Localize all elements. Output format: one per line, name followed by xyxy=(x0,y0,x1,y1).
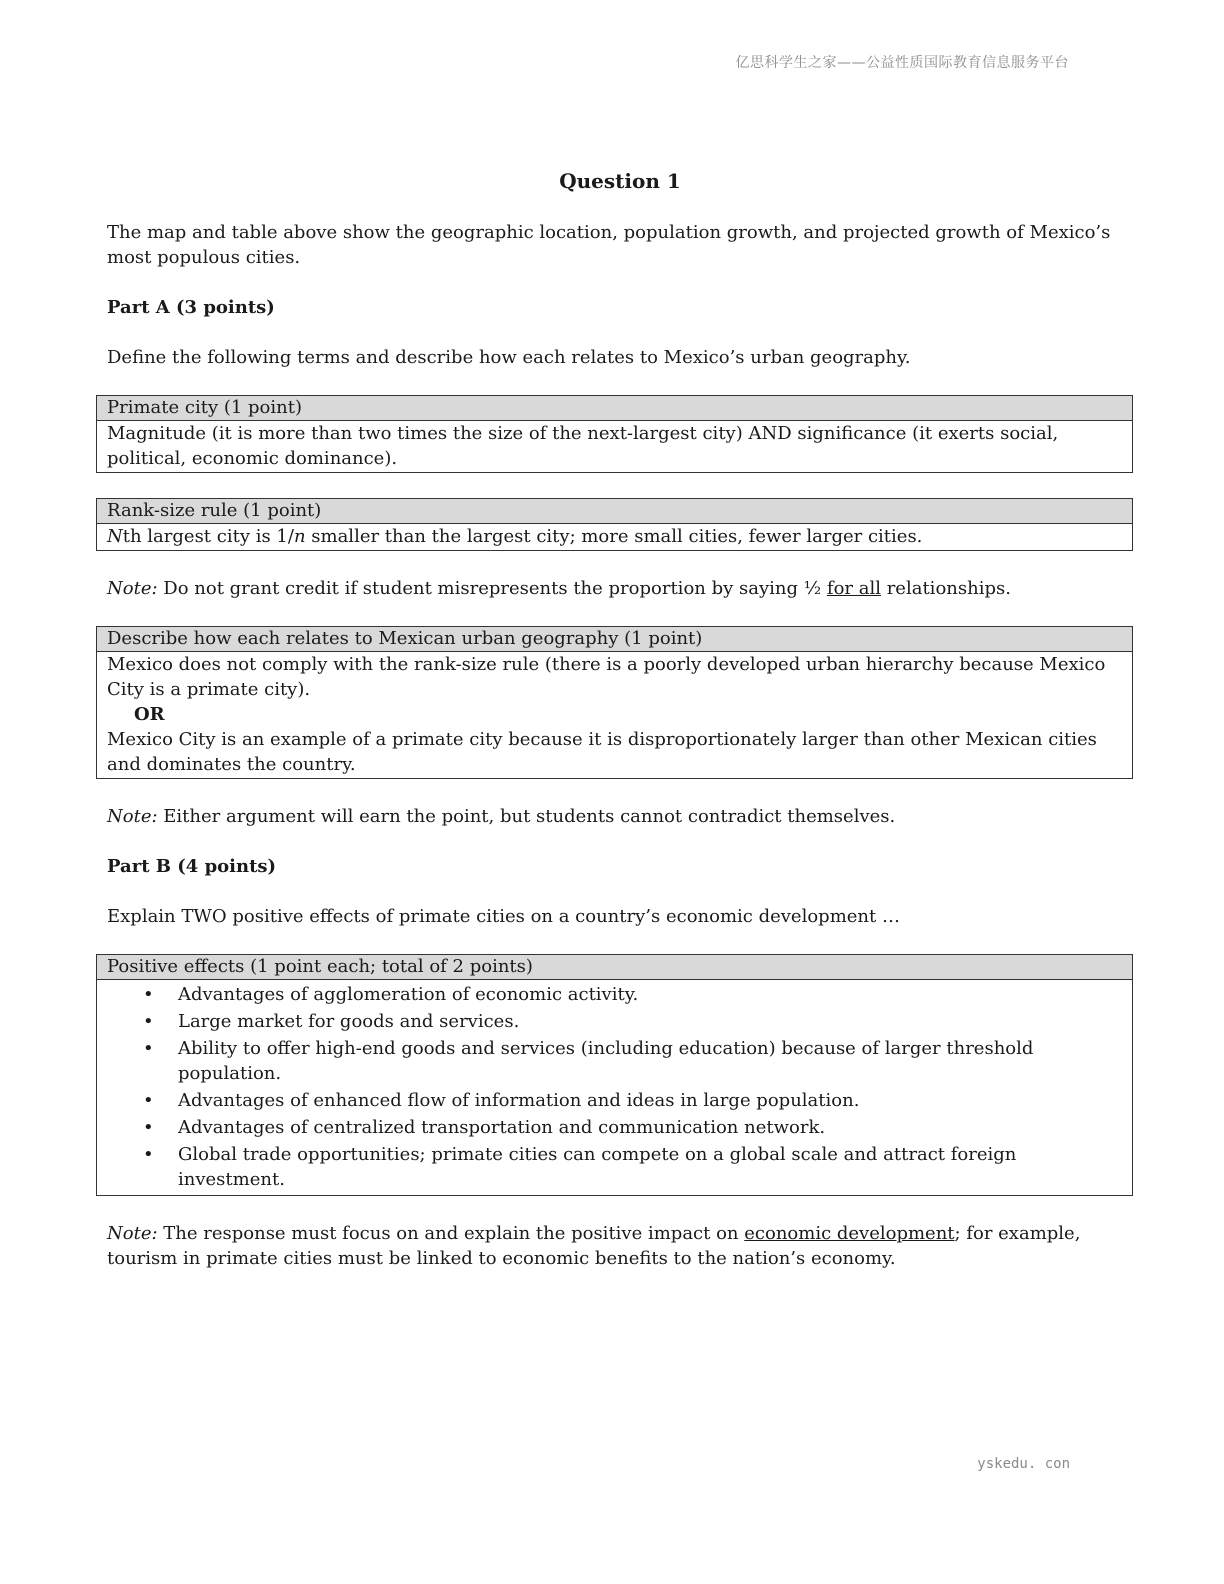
bullet-icon: • xyxy=(143,1090,154,1111)
or-label: OR xyxy=(134,704,165,725)
rank-size-box-body xyxy=(97,524,1132,550)
note-text-2: relationships. xyxy=(880,578,1011,599)
list-item xyxy=(143,982,1122,1007)
footer-watermark: yskedu. con xyxy=(977,1456,1070,1472)
bullet-icon: • xyxy=(143,1011,154,1032)
note-underlined: economic development xyxy=(744,1223,955,1244)
positive-effects-box-header: Positive effects (1 point each; total of 2 points) xyxy=(97,955,1132,980)
note-text: Either argument will earn the point, but students cannot contradict themselves. xyxy=(157,806,896,827)
note-label: Note: xyxy=(107,578,158,599)
list-item xyxy=(143,1036,1122,1086)
list-item-text: Large market for goods and services. xyxy=(178,1011,520,1032)
bullet-icon: • xyxy=(143,1144,154,1165)
rank-size-text-1: th largest city is 1/ xyxy=(122,526,294,547)
positive-effects-list xyxy=(107,982,1122,1192)
part-a-prompt: Define the following terms and describe how each relates to Mexico’s urban geography. xyxy=(107,347,911,368)
urban-geography-option-1: Mexico does not comply with the rank-size rule (there is a poorly developed urban hierarchy because Mexico City is a primate city). xyxy=(107,654,1106,700)
note-label: Note: xyxy=(107,1223,158,1244)
document-content xyxy=(107,166,1133,1296)
bullet-icon: • xyxy=(143,1117,154,1138)
list-item-text: Advantages of enhanced flow of information and ideas in large population. xyxy=(178,1090,860,1111)
rank-size-box-header: Rank-size rule (1 point) xyxy=(97,499,1132,524)
list-item xyxy=(143,1088,1122,1113)
part-b-prompt: Explain TWO positive effects of primate cities on a country’s economic development … xyxy=(107,906,900,927)
part-a-heading: Part A (3 points) xyxy=(107,297,275,318)
n-italic: n xyxy=(293,526,306,547)
question-title: Question 1 xyxy=(559,169,681,193)
urban-geography-box-header: Describe how each relates to Mexican urban geography (1 point) xyxy=(97,627,1132,652)
bullet-icon: • xyxy=(143,1038,154,1059)
note-text-1: The response must focus on and explain the positive impact on xyxy=(157,1223,745,1244)
note-economic-development xyxy=(107,1221,1133,1271)
list-item-text: Advantages of agglomeration of economic activity. xyxy=(178,984,639,1005)
part-b-heading: Part B (4 points) xyxy=(107,856,277,877)
list-item-text: Global trade opportunities; primate cities can compete on a global scale and attract foreign investment. xyxy=(178,1144,1017,1190)
primate-city-box-body: Magnitude (it is more than two times the size of the next-largest city) AND significance (it exerts social, political, economic dominance). xyxy=(107,423,1059,469)
nth-italic: N xyxy=(107,526,123,547)
list-item xyxy=(143,1142,1122,1192)
list-item-text: Advantages of centralized transportation and communication network. xyxy=(178,1117,826,1138)
note-contradict xyxy=(107,804,1133,829)
urban-geography-box xyxy=(96,626,1133,779)
list-item xyxy=(143,1009,1122,1034)
list-item-text: Ability to offer high-end goods and services (including education) because of larger threshold population. xyxy=(178,1038,1034,1084)
rank-size-text-2: smaller than the largest city; more small cities, fewer larger cities. xyxy=(305,526,923,547)
note-text-1: Do not grant credit if student misrepresents the proportion by saying ½ xyxy=(157,578,827,599)
list-item xyxy=(143,1115,1122,1140)
urban-geography-option-2: Mexico City is an example of a primate city because it is disproportionately larger than other Mexican cities and dominates the country. xyxy=(107,729,1097,775)
header-watermark: 亿思科学生之家——公益性质国际教育信息服务平台 xyxy=(735,55,1069,71)
note-label: Note: xyxy=(107,806,158,827)
intro-paragraph: The map and table above show the geographic location, population growth, and projected growth of Mexico’s most populous cities. xyxy=(107,222,1111,268)
note-underlined: for all xyxy=(826,578,881,599)
rank-size-box xyxy=(96,498,1133,551)
positive-effects-box-body xyxy=(97,982,1132,1195)
primate-city-box-header: Primate city (1 point) xyxy=(97,396,1132,421)
primate-city-box xyxy=(96,395,1133,473)
note-text-2: ; for example, tourism in primate cities must be linked to economic benefits to the nation’s economy. xyxy=(107,1223,1081,1269)
urban-geography-box-body xyxy=(97,652,1132,778)
positive-effects-box xyxy=(96,954,1133,1196)
bullet-icon: • xyxy=(143,984,154,1005)
note-proportion xyxy=(107,576,1133,601)
